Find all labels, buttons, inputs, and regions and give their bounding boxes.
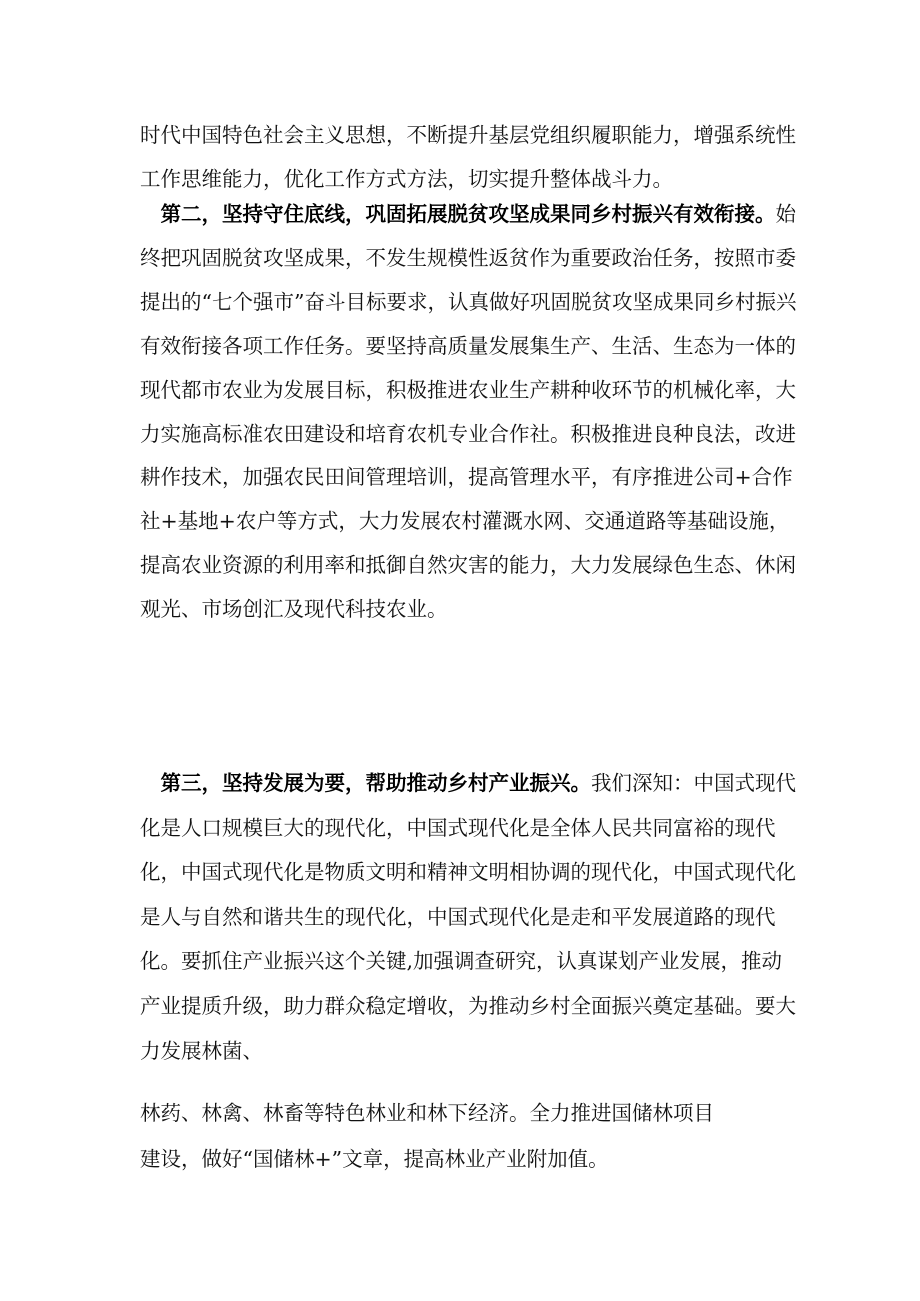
paragraph-heading: 第二，坚持守住底线，巩固拓展脱贫攻坚成果同乡村振兴有效衔接。 bbox=[160, 202, 776, 226]
paragraph-continuation bbox=[140, 113, 800, 201]
paragraph-heading: 第三，坚持发展为要，帮助推动乡村产业振兴。 bbox=[160, 771, 591, 795]
paragraph-second-point bbox=[140, 193, 800, 632]
paragraph-fragment bbox=[140, 1090, 800, 1182]
paragraph-line: 建设，做好“国储林+”文章，提高林业产业附加值。 bbox=[140, 1147, 609, 1171]
paragraph-body: 始终把巩固脱贫攻坚成果，不发生规模性返贫作为重要政治任务，按照市委提出的“七个强市”奋斗目标要求，认真做好巩固脱贫攻坚成果同乡村振兴有效衔接各项工作任务。要坚持高质量发展集生产、生活、生态为一体的现代都市农业为发展目标，积极推进农业生产耕种收环节的机械化率，大力实施高标准农田建设和培育农机专业合作社。积极推进良种良法，改进耕作技术，加强农民田间管理培训，提高管理水平，有序推进公司+合作社+基地+农户等方式，大力发展农村灌溉水网、交通道路等基础设施，提高农业资源的利用率和抵御自然灾害的能力，大力发展绿色生态、休闲观光、市场创汇及现代科技农业。 bbox=[140, 202, 797, 622]
paragraph-third-point bbox=[140, 761, 800, 1073]
paragraph-body: 我们深知：中国式现代化是人口规模巨大的现代化，中国式现代化是全体人民共同富裕的现代化，中国式现代化是物质文明和精神文明相协调的现代化，中国式现代化是人与自然和谐共生的现代化，中国式现代化是走和平发展道路的现代化。要抓住产业振兴这个关键,加强调查研究，认真谋划产业发展，推动产业提质升级，助力群众稳定增收，为推动乡村全面振兴奠定基础。要大力发展林菌、 bbox=[140, 771, 796, 1063]
paragraph-line: 林药、林禽、林畜等特色林业和林下经济。全力推进国储林项目 bbox=[140, 1101, 714, 1125]
paragraph-text: 时代中国特色社会主义思想，不断提升基层党组织履职能力，增强系统性工作思维能力，优化工作方式方法，切实提升整体战斗力。 bbox=[140, 123, 796, 191]
